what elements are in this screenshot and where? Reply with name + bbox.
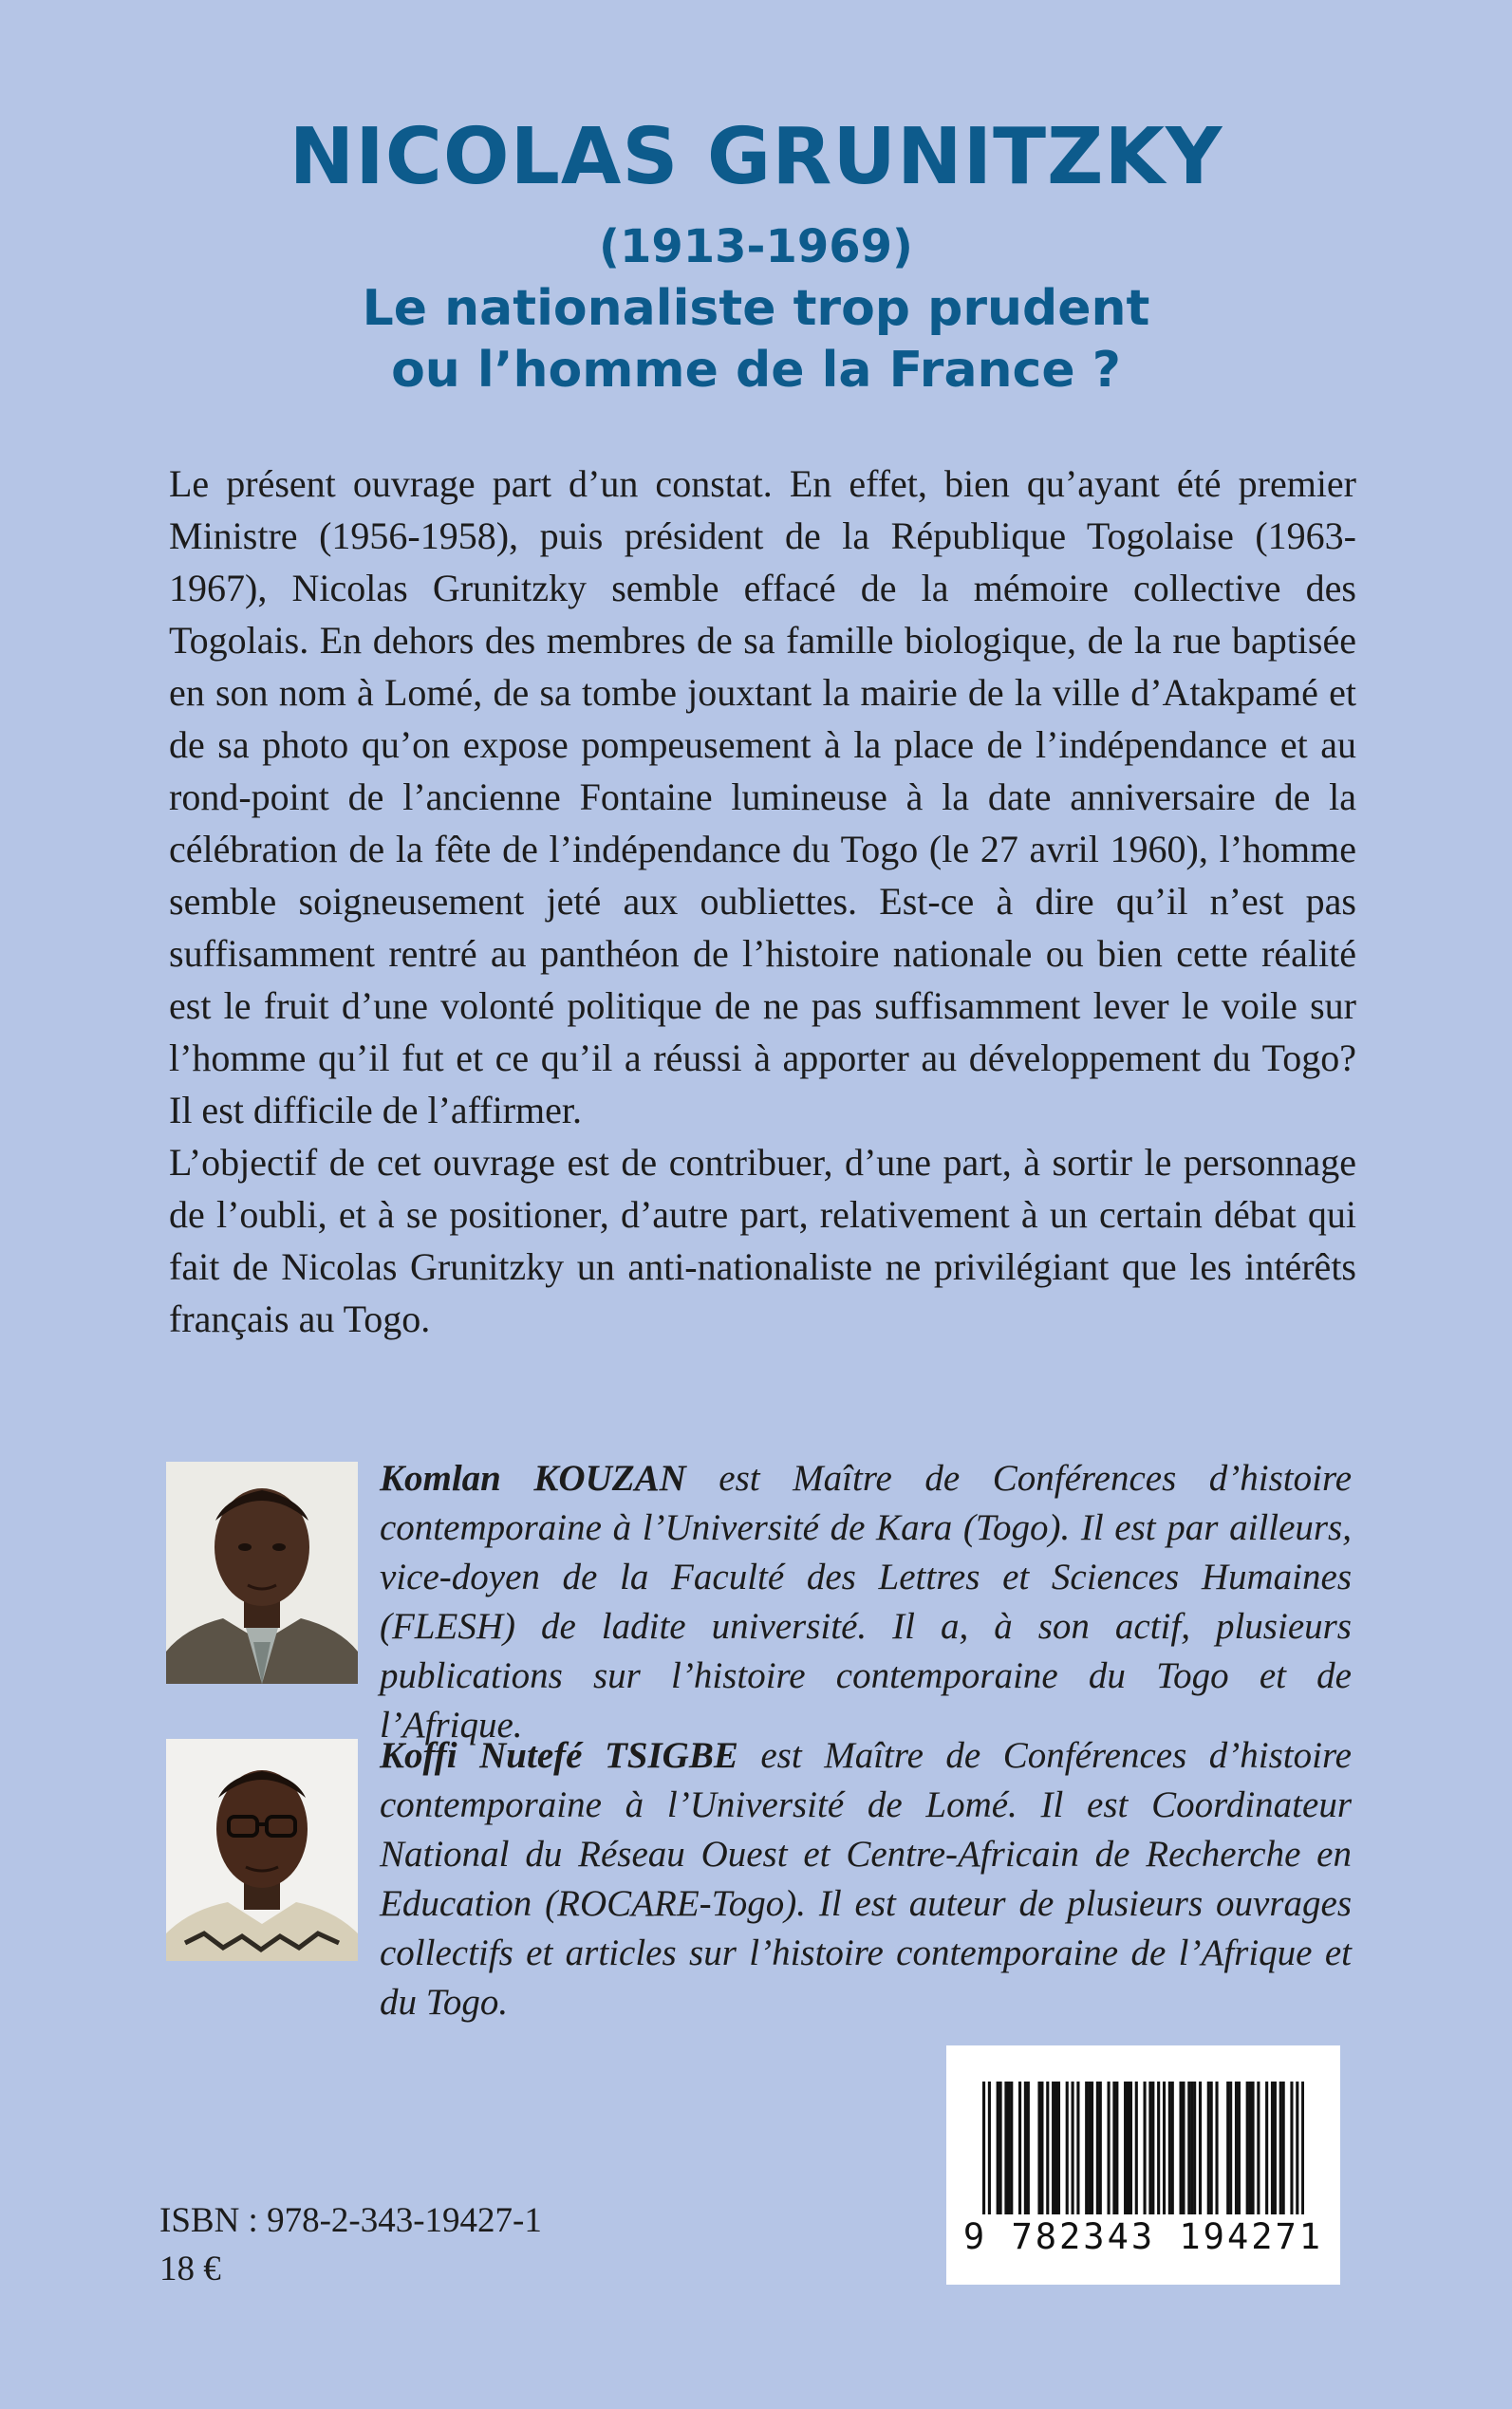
author-photo-kouzan [166,1462,358,1684]
author-bio-kouzan [380,1454,1352,1750]
book-title: NICOLAS GRUNITZKY [289,112,1223,202]
book-summary [169,458,1356,1345]
barcode [946,2045,1340,2285]
author-bio-tsigbe [380,1731,1352,2027]
author-photo-tsigbe [166,1739,358,1961]
author-bio-text-kouzan: est Maître de Conférences d’histoire contemporaine à l’Université de Kara (Togo). Il est par ailleurs, vice-doyen de la Faculté des Lettres et Sciences Humaines (FLESH) de ladite université. Il a, à son actif, plusieurs publications sur l’histoire contemporaine du Togo et de l’Afrique. [380,1458,1352,1746]
barcode-bars [982,2082,1304,2214]
book-subtitle-line2: ou l’homme de la France ? [391,342,1121,399]
book-years: (1913-1969) [599,220,913,273]
isbn: ISBN : 978-2-343-19427-1 [159,2201,542,2240]
author-name-tsigbe: Koffi Nutefé TSIGBE [380,1735,738,1776]
book-subtitle-line1: Le nationaliste trop prudent [362,280,1150,337]
summary-paragraph-2: L’objectif de cet ouvrage est de contribuer, d’une part, à sortir le personnage de l’oubli, et à se positioner, d’autre part, relativement à un certain débat qui fait de Nicolas Grunitzky un anti-nationaliste ne privilégiant que les intérêts français au Togo. [169,1141,1356,1340]
author-name-kouzan: Komlan KOUZAN [380,1458,686,1499]
author-bio-text-tsigbe: est Maître de Conférences d’histoire contemporaine à l’Université de Lomé. Il est Coordinateur National du Réseau Ouest et Centre-Africain de Recherche en Education (ROCARE-Togo). Il est auteur de plusieurs ouvrages collectifs et articles sur l’histoire contemporaine de l’Afrique et du Togo. [380,1735,1352,2023]
price: 18 € [159,2250,221,2288]
summary-paragraph-1: Le présent ouvrage part d’un constat. En effet, bien qu’ayant été premier Ministre (1956-1958), puis président de la République Togolaise (1963-1967), Nicolas Grunitzky semble effacé de la mémoire collective des Togolais. En dehors des membres de sa famille biologique, de la rue baptisée en son nom à Lomé, de sa tombe jouxtant la mairie de la ville d’Atakpamé et de sa photo qu’on expose pompeusement à la place de l’indépendance et au rond-point de l’ancienne Fontaine lumineuse à la date anniversaire de la célébration de la fête de l’indépendance du Togo (le 27 avril 1960), l’homme semble soigneusement jeté aux oubliettes. Est-ce à dire qu’il n’est pas suffisamment rentré au panthéon de l’histoire nationale ou bien cette réalité est le fruit d’une volonté politique de ne pas suffisamment lever le voile sur l’homme qu’il fut et ce qu’il a réussi à apporter au développement du Togo? Il est difficile de l’affirmer. [169,462,1356,1131]
barcode-number: 9 782343 194271 [962,2216,1324,2257]
